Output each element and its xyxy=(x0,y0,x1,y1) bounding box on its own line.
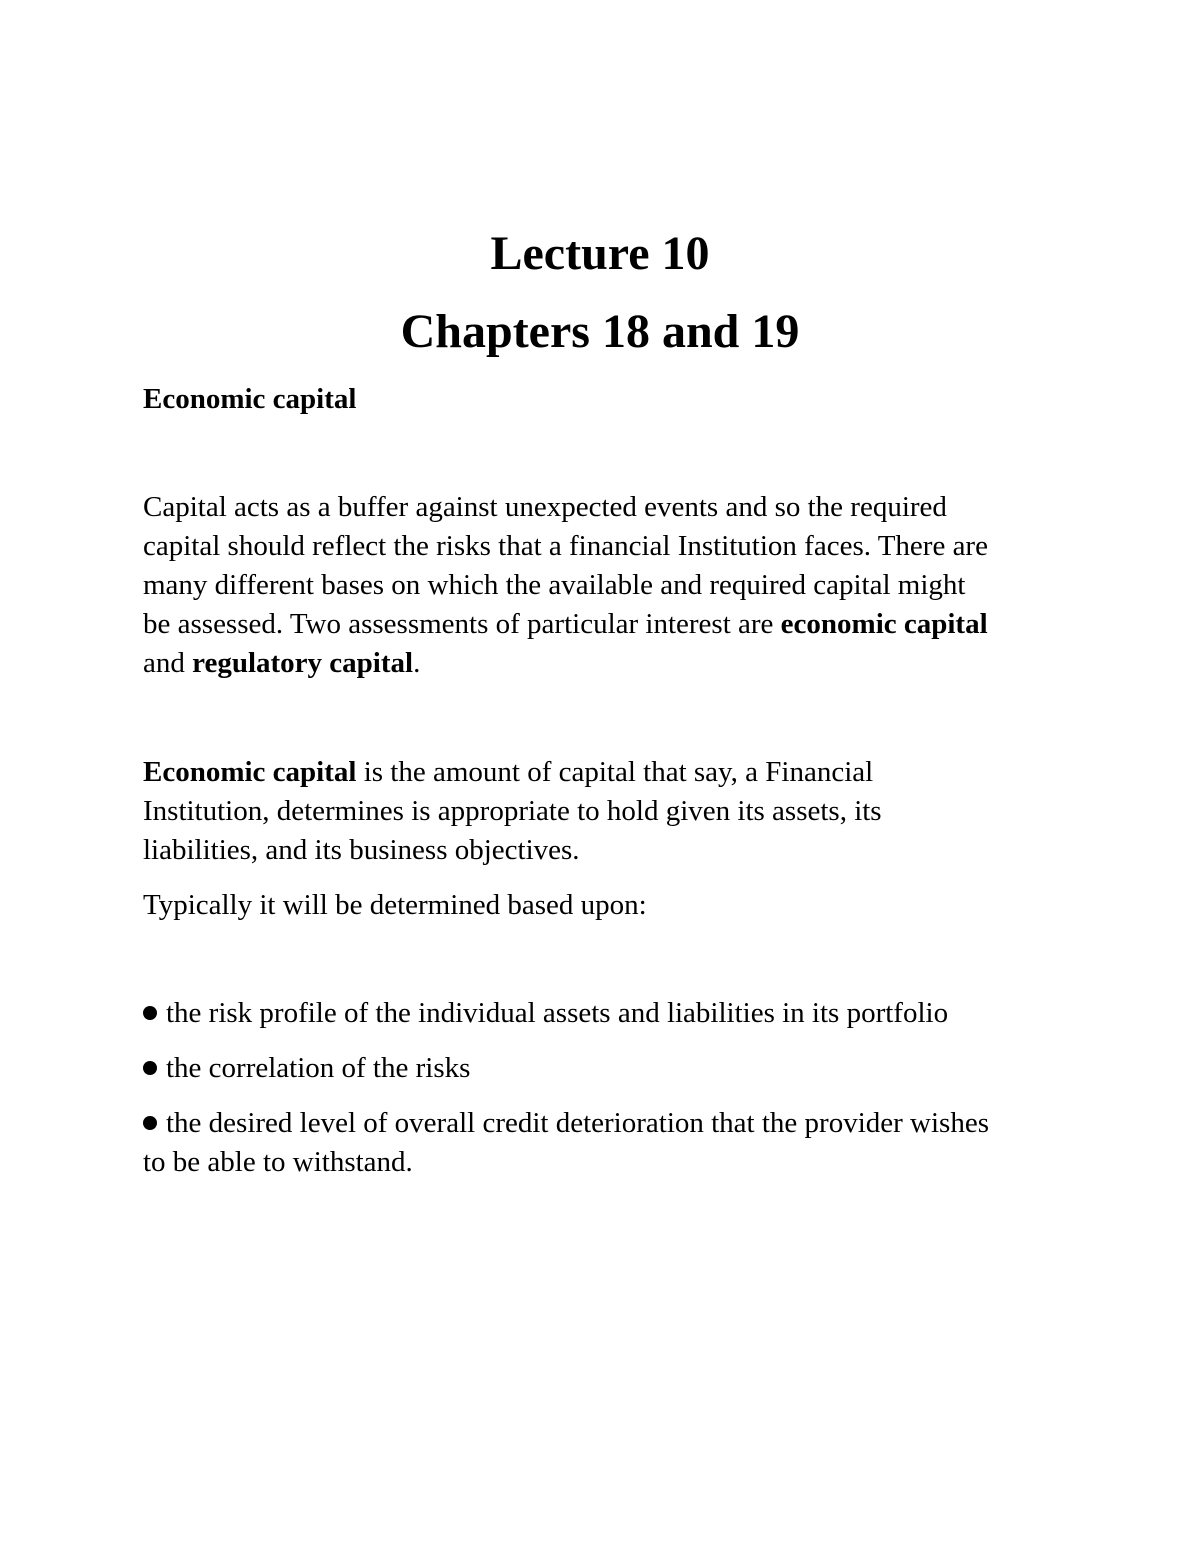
paragraph-line: Capital acts as a buffer against unexpected events and so the required xyxy=(143,491,947,523)
paragraph-text: . xyxy=(413,647,421,679)
definition-paragraph xyxy=(143,753,1103,870)
list-item-line xyxy=(143,1104,1103,1143)
bold-term-economic-capital: economic capital xyxy=(780,608,988,640)
list-item xyxy=(143,994,1103,1033)
paragraph-text: be assessed. Two assessments of particular interest are xyxy=(143,608,781,640)
paragraph-line: many different bases on which the available and required capital might xyxy=(143,569,966,601)
list-item-text: the correlation of the risks xyxy=(166,1052,471,1084)
bullet-list xyxy=(143,994,1103,1198)
list-item-line: to be able to withstand. xyxy=(143,1146,413,1178)
list-item xyxy=(143,1049,1103,1088)
list-item xyxy=(143,1104,1103,1182)
paragraph-line xyxy=(143,644,1103,683)
paragraph-line xyxy=(143,753,1103,792)
bullet-icon xyxy=(143,1116,157,1130)
bullet-icon xyxy=(143,1061,157,1075)
paragraph-text: is the amount of capital that say, a Financial xyxy=(356,756,874,788)
paragraph-line: capital should reflect the risks that a financial Institution faces. There are xyxy=(143,530,988,562)
paragraph-line xyxy=(143,605,1103,644)
paragraph-text: and xyxy=(143,647,193,679)
list-intro-paragraph: Typically it will be determined based upon: xyxy=(143,889,647,921)
bold-term-economic-capital: Economic capital xyxy=(143,756,357,788)
list-item-text: the desired level of overall credit deterioration that the provider wishes xyxy=(166,1107,989,1139)
chapters-subtitle: Chapters 18 and 19 xyxy=(400,305,800,358)
lecture-title: Lecture 10 xyxy=(490,227,710,280)
list-item-line xyxy=(143,1049,1103,1088)
section-heading: Economic capital xyxy=(143,383,357,415)
intro-paragraph xyxy=(143,488,1103,683)
paragraph-line: Institution, determines is appropriate to hold given its assets, its xyxy=(143,795,882,827)
bullet-icon xyxy=(143,1006,157,1020)
list-item-text: the risk profile of the individual assets and liabilities in its portfolio xyxy=(166,997,949,1029)
list-item-line xyxy=(143,994,1103,1033)
bold-term-regulatory-capital: regulatory capital xyxy=(192,647,414,679)
paragraph-line: liabilities, and its business objectives. xyxy=(143,834,580,866)
